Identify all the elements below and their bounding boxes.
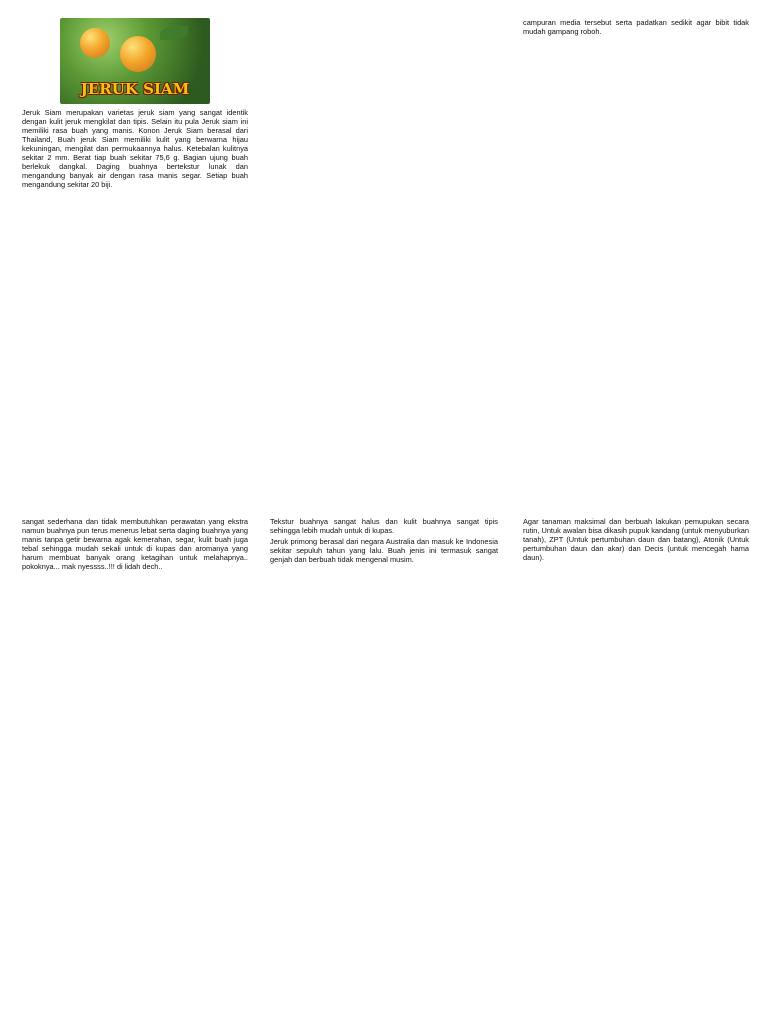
column-4 xyxy=(22,517,248,573)
intro-paragraph: sangat sederhana dan tidak membutuhkan perawatan yang ekstra namun buahnya pun terus menerus lebat serta daging buahnya yang manis tanpa getir bewarna agak kemerahan, segar, kulit buah juga tebal sehingga mudah sekali untuk di kupas dan aromanya yang harum membuat banyak orang ketagihan untuk melahapnya.. pokoknya... mak nyessss..!!! di lidah dech.. xyxy=(22,517,248,572)
intro-paragraph: campuran media tersebut serta padatkan sedikit agar bibit tidak mudah gampang roboh. xyxy=(523,18,749,37)
primong-origin-paragraph: Jeruk primong berasal dari negara Australia dan masuk ke Indonesia sekitar sepuluh tahun yang lalu. Buah jenis ini termasuk sangat genjah dan berbuah tidak mengenal musim. xyxy=(270,537,498,565)
column-3 xyxy=(523,18,749,38)
column-5 xyxy=(270,517,498,566)
column-1 xyxy=(22,18,248,191)
fertilizing-paragraph: Agar tanaman maksimal dan berbuah lakukan pemupukan secara rutin, Untuk awalan bisa dikasih pupuk kandang (untuk menyuburkan tanah), ZPT (Untuk pertumbuhan daun dan batang), Atonik (Untuk pertumbuhan daun dan akar) dan Decis (untuk mencegah hama daun). xyxy=(523,517,749,563)
intro-paragraph: Tekstur buahnya sangat halus dan kulit buahnya sangat tipis sehingga lebih mudah untuk di kupas. xyxy=(270,517,498,536)
column-6 xyxy=(523,517,749,564)
intro-paragraph: Jeruk Siam merupakan varietas jeruk siam yang sangat identik dengan kulit jeruk mengkilat dan tipis. Selain itu pula Jeruk siam ini memiliki rasa buah yang manis. Konon Jeruk Siam berasal dari Thailand, Buah jeruk Siam memiliki kulit yang berwarna hijau kekuningan, mengilat dan permukaannya halus. Ketebalan kulitnya sekitar 2 mm. Berat tiap buah sekitar 75,6 g. Bagian ujung buah berlekuk dangkal. Daging buahnya bertekstur lunak dan mengandung banyak air dengan rasa manis segar. Setiap buah mengandung sekitar 20 biji. xyxy=(22,108,248,190)
jeruk-siam-photo: JERUK SIAM xyxy=(60,18,210,104)
